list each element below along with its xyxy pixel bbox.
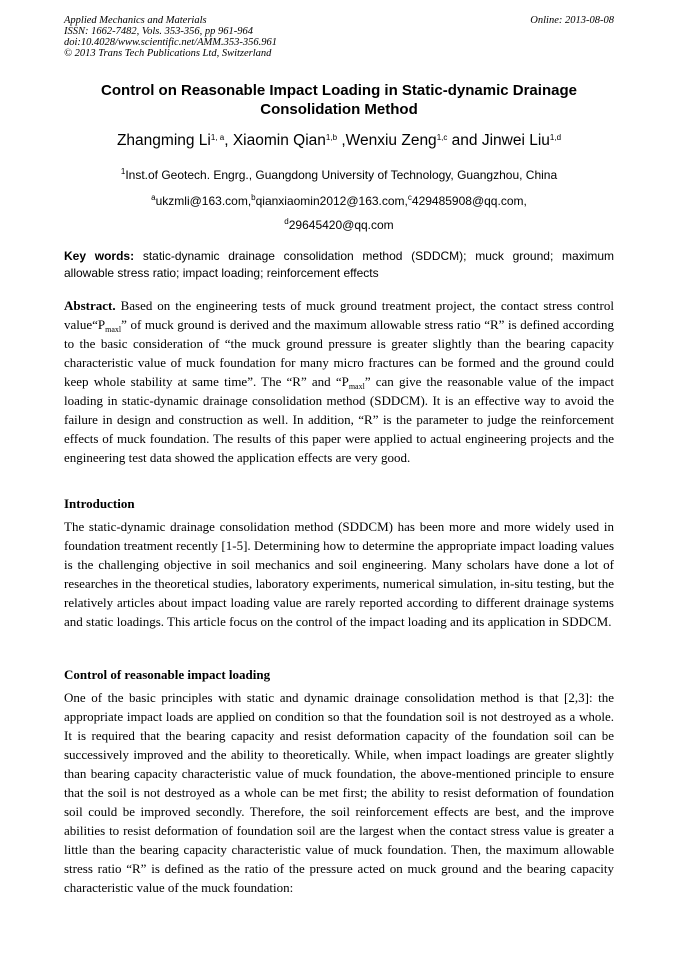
author-affil-sup: 1,b xyxy=(325,133,338,142)
introduction-text: The static-dynamic drainage consolidation method (SDDCM) has been more and more widely used in foundation treatment recently [1-5]. Determining how to determine the appropriate impact loading values is the challenging objective in soil mechanics and soil engineering. Many scholars have done a lot of researches in the theoretical studies, laboratory experiments, numerical simulation, in-situ testing, but the relatively articles about impact loading value are rarely reported according to different drainage systems and static loadings. This article focus on the control of the impact loading and its application in SDDCM. xyxy=(64,519,614,629)
author-separator: and xyxy=(447,132,482,149)
abstract-label: Abstract. xyxy=(64,298,116,313)
author-separator: , xyxy=(337,132,346,149)
journal-name: Applied Mechanics and Materials xyxy=(64,15,207,26)
email-line-2 xyxy=(64,217,614,233)
abstract-text: Based on the engineering tests of muck ground treatment project, the contact stress control value“P xyxy=(64,298,614,332)
author-name: Zhangming Li xyxy=(116,132,211,149)
email-sup: b xyxy=(251,193,256,202)
control-heading: Control of reasonable impact loading xyxy=(64,667,271,682)
author-affil-sup: 1,d xyxy=(549,133,562,142)
email-b[interactable]: qianxiaomin2012@163.com, xyxy=(255,194,408,208)
online-date: Online: 2013-08-08 xyxy=(530,15,614,26)
affiliation xyxy=(64,167,614,183)
doi-line: doi:10.4028/www.scientific.net/AMM.353-356.961 xyxy=(64,37,277,48)
subscript-maxl: maxl xyxy=(348,382,365,391)
paper-title xyxy=(64,81,614,119)
author-name: Xiaomin Qian xyxy=(232,132,326,149)
journal-header xyxy=(64,15,614,59)
control-text: One of the basic principles with static and dynamic drainage consolidation method is that [2,3]: the appropriate impact loads are applied on condition so that the foundation soil is not destroyed as a whole. It is required that the bearing capacity and resist deformation capacity of the foundation soil can be successively improved and the ability to theoretically. While, when impact loadings are greater slightly than bearing capacity characteristic value of muck foundation, the above-mentioned principle to ensure that the soil is not destroyed as a whole can be met first; the ability to resist deformation of foundation soil could be improved secondly. Therefore, the soil reinforcement effects are best, and the improve abilities to resist deformation of foundation soil are the largest when the contact stress value is greater a little than the bearing capacity characteristic value of muck foundation. Then, the maximum allowable stress ratio “R” is defined as the ratio of the pressure acted on muck ground and the bearing capacity characteristic value of the muck foundation: xyxy=(64,690,614,895)
subscript-maxl: maxl xyxy=(105,325,122,334)
email-a[interactable]: ukzmli@163.com, xyxy=(155,194,252,208)
title-line-1: Control on Reasonable Impact Loading in Static-dynamic Drainage xyxy=(101,82,577,99)
affiliation-sup: 1 xyxy=(120,167,126,176)
author-name: Jinwei Liu xyxy=(481,132,550,149)
keywords-text: static-dynamic drainage consolidation method (SDDCM); muck ground; maximum allowable stress ratio; impact loading; reinforcement effects xyxy=(64,249,615,280)
affiliation-text: Inst.of Geotech. Engrg., Guangdong University of Technology, Guangzhou, China xyxy=(125,168,558,182)
author-list xyxy=(64,131,614,151)
email-line-1 xyxy=(64,193,614,209)
abstract-text: ” of muck ground is derived and the maximum allowable stress ratio “R” is defined according to the basic consideration of “the muck ground pressure is greater slightly than the bearing capacity characteristic value of muck foundation for many micro fractures can be formed and the ground could keep whole stability at same time”. The “R” and “P xyxy=(64,317,614,389)
email-d[interactable]: 29645420@qq.com xyxy=(288,218,394,232)
email-sup: c xyxy=(407,193,412,202)
introduction-heading: Introduction xyxy=(64,496,135,511)
email-sup: d xyxy=(284,217,289,226)
copyright-line: © 2013 Trans Tech Publications Ltd, Switzerland xyxy=(64,48,272,59)
keywords xyxy=(64,248,614,282)
email-sup: a xyxy=(151,193,156,202)
title-line-2: Consolidation Method xyxy=(260,101,418,118)
author-affil-sup: 1, a xyxy=(210,133,225,142)
author-name: Wenxiu Zeng xyxy=(345,132,437,149)
issn-line: ISSN: 1662-7482, Vols. 353-356, pp 961-964 xyxy=(64,26,253,37)
author-separator: , xyxy=(224,132,233,149)
abstract-text: ” can give the reasonable value of the impact loading in static-dynamic drainage consolidation method (SDDCM). It is an effective way to avoid the failure in design and construction as well. In addition, “R” is the parameter to judge the reinforcement effects of muck foundation. The results of this paper were applied to actual engineering projects and the engineering test data showed the application effects are very good. xyxy=(64,374,614,465)
abstract xyxy=(64,296,614,467)
author-affil-sup: 1,c xyxy=(436,133,448,142)
keywords-label: Key words: xyxy=(64,249,135,263)
email-c[interactable]: 429485908@qq.com, xyxy=(411,194,527,208)
